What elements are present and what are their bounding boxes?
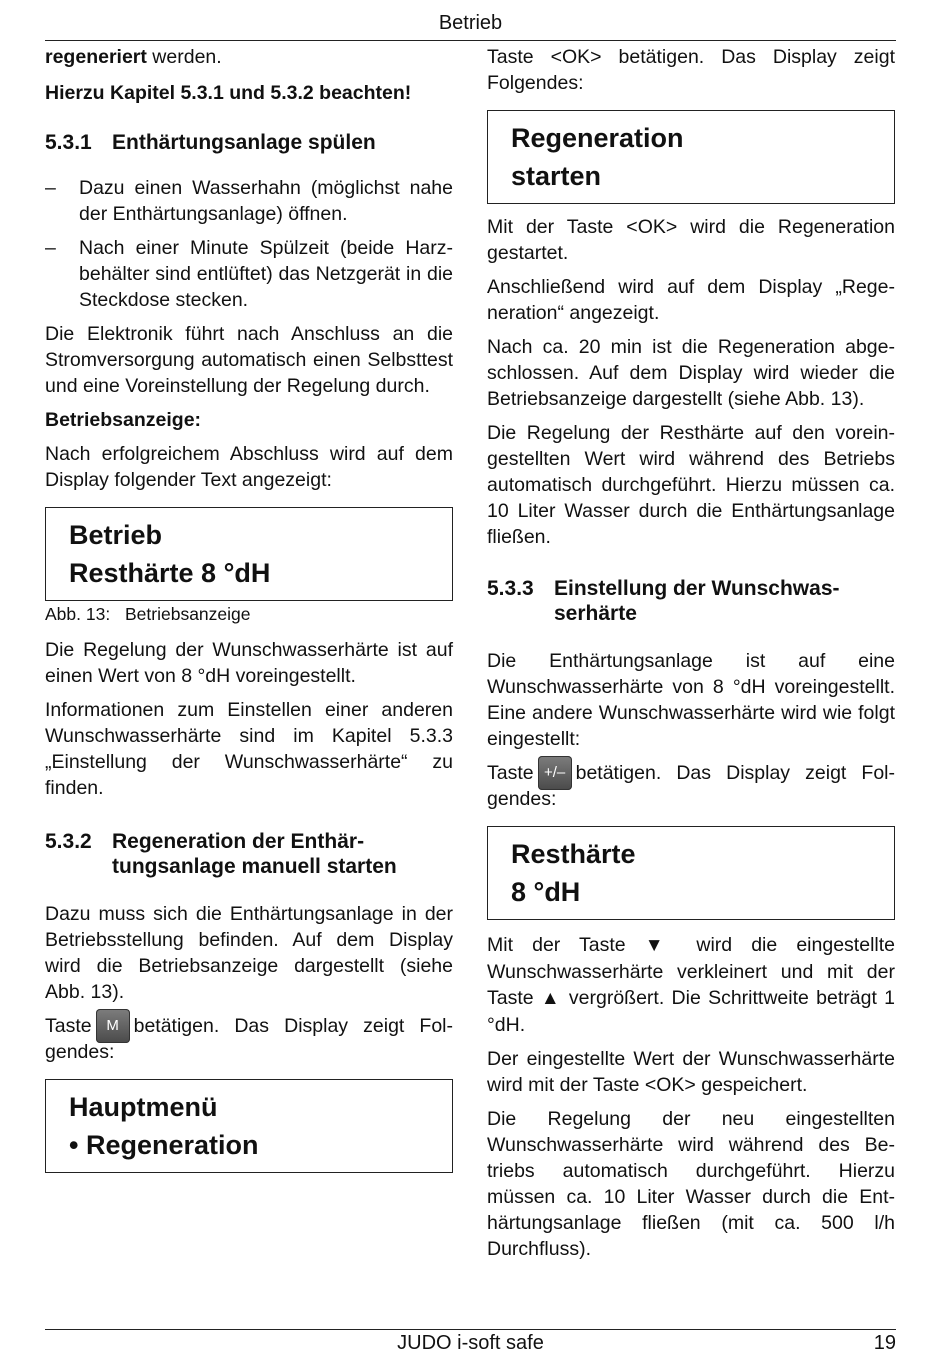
list-item: – Dazu einen Wasserhahn (möglichst nahe der Enthärtungsanlage) öffnen. [45,175,453,227]
paragraph: Die Regelung der Wunschwasserhärte ist auf einen Wert von 8 °dH voreingestellt. [45,639,453,687]
paragraph-arrows [487,932,895,1038]
display-resthaerte [487,826,895,920]
header-rule [45,40,896,41]
heading-5-3-1 [45,130,453,155]
figure-caption [45,603,453,625]
paragraph: Dazu muss sich die Enthärtungsanlage in der Betriebsstellung befinden. Auf dem Display wird die Betriebsanzeige dargestellt (siehe Abb. 13). [45,903,453,1003]
step-list [45,175,453,313]
paragraph: Die Regelung der neu eingestellten Wunschwasserhärte wird während des Betriebs automatisch durchgeführt. Hierzu müssen ca. 10 Liter Wasser durch die Enthärtungsanlage fließen (mit ca. 500 l/h Durchfluss). [487,1108,895,1260]
display-hauptmenue [45,1079,453,1173]
taste-label: Taste [487,762,534,784]
up-arrow-icon: ▲ [540,988,562,1009]
paragraph: Taste <OK> betätigen. Das Display zeigt Folgendes: [487,46,895,94]
caption-label: Abb. 13: [45,604,111,624]
intro-paragraph [45,44,453,70]
display-line: Betrieb [69,520,163,550]
heading-5-3-3 [487,576,895,626]
section-number: 5.3.2 [45,830,92,853]
display-line: Resthärte 8 °dH [69,558,271,588]
display-line: • Regeneration [69,1130,259,1160]
intro-rest: werden. [146,46,222,68]
paragraph-taste-plusminus [487,760,895,812]
text: vergrößert. Die Schrittweite beträgt 1 °dH. [487,987,895,1036]
text: Mit der Taste [487,934,626,956]
text: wird die eingestellte Wunschwasserhärte verkleinert und mit der Taste [487,934,895,1009]
taste-text: betätigen. Das Display zeigt Folgendes: [487,762,895,810]
paragraph: Die Enthärtungsanlage ist auf eine Wunschwasserhärte von 8 °dH voreingestellt. Eine andere Wunschwasserhärte wird wie folgt eingestellt: [487,650,895,750]
section-number: 5.3.3 [487,577,534,600]
caption-text: Betriebsanzeige [125,604,251,624]
paragraph-taste-m [45,1013,453,1065]
paragraph: Nach ca. 20 min ist die Regeneration abgeschlossen. Auf dem Display wird wieder die Betriebsanzeige dargestellt (siehe Abb. 13). [487,336,895,410]
running-head: Betrieb [438,12,503,34]
section-number: 5.3.1 [45,131,92,154]
taste-label: Taste [45,1015,92,1037]
page-number: 19 [873,1332,896,1354]
display-line: Hauptmenü [69,1092,218,1122]
heading-5-3-2 [45,829,453,879]
intro-bold: regeneriert [45,46,147,68]
list-item: – Nach einer Minute Spülzeit (beide Harzbehälter sind entlüftet) das Netzgerät in die Steckdose stecken. [45,235,453,313]
paragraph: Die Regelung der Resthärte auf den voreingestellten Wert wird während des Betriebs automatisch durchgeführt. Hierzu müssen ca. 10 Liter Wasser durch die Enthärtungsanlage fließen. [487,422,895,548]
display-line: Regeneration [511,123,684,153]
paragraph: Anschließend wird auf dem Display „Regeneration“ angezeigt. [487,276,895,324]
paragraph: Informationen zum Einstellen einer anderen Wunschwasserhärte sind im Kapitel 5.3.3 „Einstellung der Wunschwasserhärte“ zu finden. [45,699,453,799]
down-arrow-icon: ▼ [644,935,678,956]
plus-minus-key-icon: +/– [538,756,572,790]
display-regeneration-starten [487,110,895,204]
section-title: Regeneration der Enthärtungsanlage manuell starten [112,830,397,878]
paragraph: Der eingestellte Wert der Wunschwasserhärte wird mit der Taste <OK> gespeichert. [487,1048,895,1096]
left-column [45,44,453,1173]
section-title: Enthärtungsanlage spülen [112,131,376,154]
display-line: starten [511,161,602,191]
display-line: Resthärte [511,839,636,869]
m-key-icon: M [96,1009,130,1043]
right-column [487,44,895,1270]
display-betrieb [45,507,453,601]
paragraph: Nach erfolgreichem Abschluss wird auf dem Display folgender Text angezeigt: [45,443,453,491]
taste-text: betätigen. Das Display zeigt Folgendes: [45,1015,453,1063]
subheading-betriebsanzeige: Betriebsanzeige: [45,409,202,431]
section-title: Einstellung der Wunschwasserhärte [554,577,840,625]
chapter-note: Hierzu Kapitel 5.3.1 und 5.3.2 beachten! [45,82,412,104]
footer-product: JUDO i-soft safe [397,1332,544,1354]
paragraph: Mit der Taste <OK> wird die Regeneration gestartet. [487,216,895,264]
paragraph: Die Elektronik führt nach Anschluss an die Stromversorgung automatisch einen Selbsttest und eine Voreinstellung der Regelung durch. [45,323,453,397]
display-line: 8 °dH [511,877,581,907]
